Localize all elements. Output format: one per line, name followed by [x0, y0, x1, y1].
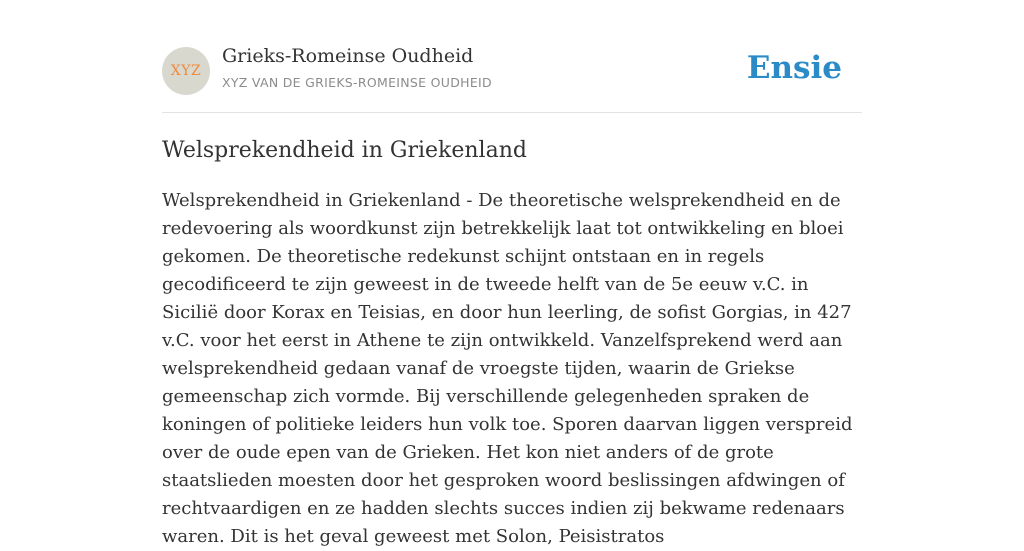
header [162, 0, 862, 113]
source-subtitle: XYZ VAN DE GRIEKS-ROMEINSE OUDHEID [222, 75, 492, 90]
article-body: Welsprekendheid in Griekenland - De theoretische welsprekendheid en de redevoering als woordkunst zijn betrekkelijk laat tot ontwikkeling en bloei gekomen. De theoretische redekunst schijnt ontstaan en in regels gecodificeerd te zijn geweest in de tweede helft van de 5e eeuw v.C. in Sicilië door Korax en Teisias, en door hun leerling, de sofist Gorgias, in 427 v.C. voor het eerst in Athene te zijn ontwikkeld. Vanzelfsprekend werd aan welsprekendheid gedaan vanaf de vroegste tijden, waarin de Griekse gemeenschap zich vormde. Bij verschillende gelegenheden spraken de koningen of politieke leiders hun volk toe. Sporen daarvan liggen verspreid over de oude epen van de Grieken. Het kon niet anders of de grote staatslieden moesten door het gesproken woord beslissingen afdwingen of rechtvaardigen en ze hadden slechts succes indien zij bekwame redenaars waren. Dit is het geval geweest met Solon, Peisistratos [162, 190, 853, 547]
ensie-logo[interactable]: Ensie [746, 50, 842, 86]
article-title: Welsprekendheid in Griekenland [162, 138, 527, 163]
page [162, 0, 862, 551]
source-avatar[interactable] [162, 47, 210, 95]
source-name-link[interactable]: Grieks-Romeinse Oudheid [222, 45, 474, 67]
avatar-label: XYZ [170, 63, 202, 79]
